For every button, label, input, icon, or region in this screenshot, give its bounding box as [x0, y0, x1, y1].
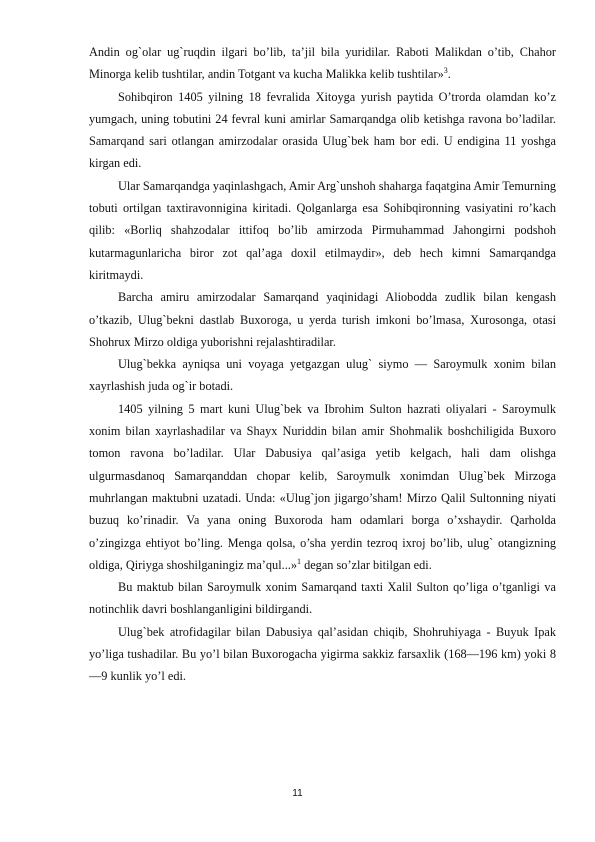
page-number: 11 [292, 788, 303, 799]
paragraph-3: Ular Samarqandga yaqinlashgach, Amir Arg`unshoh shaharga faqatgina Amir Temurning tobuti ortilgan taxtiravonnigina kiritadi. Qolganlarga esa Sohibqironning vasiyatini ro’kach qilib: «Borliq shahzodalar ittifoq bo’lib amirzoda Pirmuhammad Jahongirni podshoh kutarmagunlaricha biror zot qal’aga doxil etilmaydir», deb hech kimni Samarqandga kiritmaydi. [89, 178, 556, 282]
paragraph-4: Barcha amiru amirzodalar Samarqand yaqinidagi Aliobodda zudlik bilan kengash o’tkazib, Ulug`bekni dastlab Buxoroga, u yerda turish imkoni bo’lmasa, Xurosonga, otasi Shohrux Mirzo oldiga yuborishni rejalashtiradilar. [89, 290, 556, 349]
paragraph-5: Ulug`bekka ayniqsa uni voyaga yetgazgan ulug` siymo — Saroymulk xonim bilan xayrlashish juda og`ir botadi. [89, 357, 556, 394]
paragraph-1-tail: . [447, 67, 451, 82]
paragraph-7: Bu maktub bilan Saroymulk xonim Samarqand taxti Xalil Sulton qo’liga o’tganligi va notinchlik davri boshlanganligini bildirgandi. [89, 580, 556, 617]
paragraph-6-text: 1405 yilning 5 mart kuni Ulug`bek va Ibrohim Sulton hazrati oliyalari - Saroymulk xonim bilan xayrlashadilar va Shayx Nuriddin bilan amir Shohmalik boshchiligida Buxoro tomon ravona bo’ladilar. Ular Dabusiya qal’asiga yetib kelgach, hali dam olishga ulgurmasdanoq Samarqanddan chopar kelib, Saroymulk xonimdan Ulug`bek Mirzoga muhrlangan maktubni uzatadi. Unda: «Ulug`jon jigargo’sham! Mirzo Qalil Sultonning niyati buzuq ko’rinadir. Va yana oning Buxoroda ham odamlari borga o’xshaydir. Qarholda o’zingizga ehtiyot bo’ling. Menga qolsa, o’sha yerdin tezroq ixroj bo’lib, ulug` otangizning oldiga, Qiriyga shoshilganingiz ma’qul...» [89, 401, 556, 572]
footnote-marker: 1 [297, 556, 301, 566]
paragraph-6 [89, 398, 556, 576]
footnote-marker: 3 [443, 66, 448, 76]
paragraph-6-tail: degan so’zlar bitilgan edi. [301, 557, 432, 572]
paragraph-1 [89, 41, 556, 86]
document-body [89, 41, 556, 688]
paragraph-2: Sohibqiron 1405 yilning 18 fevralida Xitoyga yurish paytida O’trorda olamdan ko’z yumgach, uning tobutini 24 fevral kuni amirlar Samarqandga olib ketishga ravona bo’ladilar. Samarqand sari otlangan amirzodalar orasida Ulug`bek ham bor edi. U endigina 11 yoshga kirgan edi. [89, 89, 556, 171]
paragraph-1-text: Andin og`olar ug`ruqdin ilgari bo’lib, ta’jil bila yuridilar. Raboti Malikdan o’tib, Chahor Minorga kelib tushtilar, andin Totgant va kucha Malikka kelib tushtilar» [89, 45, 556, 82]
paragraph-8: Ulug`bek atrofidagilar bilan Dabusiya qal’asidan chiqib, Shohruhiyaga - Buyuk Ipak yo’liga tushadilar. Bu yo’l bilan Buxorogacha yigirma sakkiz farsaxlik (168—196 km) yoki 8—9 kunlik yo’l edi. [89, 624, 556, 684]
